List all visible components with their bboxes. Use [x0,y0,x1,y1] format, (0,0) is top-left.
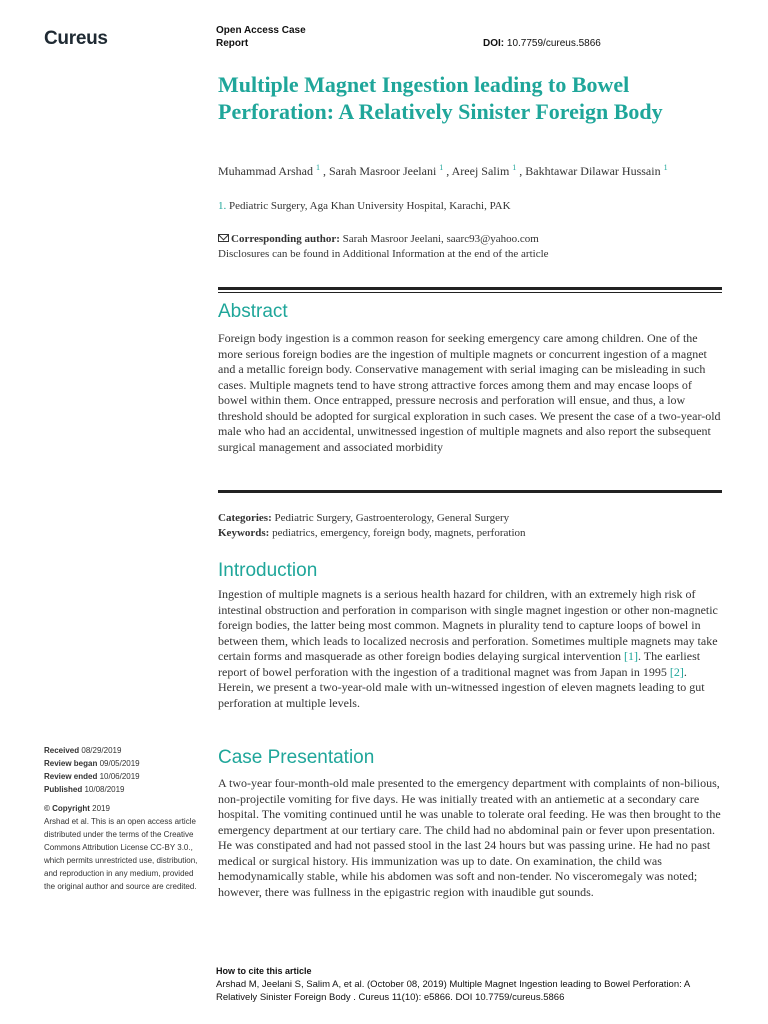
author-name[interactable]: Areej Salim [451,164,510,178]
case-presentation-heading: Case Presentation [218,747,375,768]
citation-text: Arshad M, Jeelani S, Salim A, et al. (October 08, 2019) Multiple Magnet Ingestion leading to Bowel Perforation: A Relatively Sinister Foreign Body . Cureus 11(10): e5866. DOI 10.7759/cureus.5866 [216,979,690,1003]
author-list: Muhammad Arshad $^1$ , Sarah Masroor Jeelani $^1$ , Areej Salim $^1$ , Bakhtawar Dilawar Hussain $^1$ [218,163,668,178]
envelope-icon [218,234,229,242]
author-affiliation-sup: 1 [439,163,444,172]
review-began-date: 09/05/2019 [99,759,140,768]
affiliation [218,200,511,212]
corresponding-value[interactable]: Sarah Masroor Jeelani, saarc93@yahoo.com [342,233,539,245]
license-text: Arshad et al. This is an open access article distributed under the terms of the Creative Commons Attribution License CC-BY 3.0., which permits unrestricted use, distribution, and reproduction in any medium, provided the original author and source are credited. [44,817,198,891]
article-title: Multiple Magnet Ingestion leading to Bowel Perforation: A Relatively Sinister Foreign Body [218,72,663,124]
affiliation-text: Pediatric Surgery, Aga Khan University Hospital, Karachi, PAK [229,200,511,212]
affiliation-number: 1. [218,200,227,212]
categories-value: Pediatric Surgery, Gastroenterology, General Surgery [274,512,510,524]
divider [218,490,722,493]
published-date: 10/08/2019 [84,785,125,794]
keywords-label: Keywords: [218,527,270,539]
intro-text-part: Ingestion of multiple magnets is a serious health hazard for children, with an extremely high risk of intestinal obstruction and perforation in comparison with single magnet ingestion or other non-magnetic foreign bodies, the latter being most common. Magnets in plurality tend to capture loops of bowel in between them, which leads to localized necrosis and perforation. Sometimes multiple magnets may take certain forms and masquerade as other foreign bodies delaying surgical intervention [218,587,718,663]
author-affiliation-sup: 1 [663,163,668,172]
divider [218,292,722,293]
keywords-value: pediatrics, emergency, foreign body, magnets, perforation [272,527,526,539]
copyright-year: 2019 [92,804,110,813]
review-ended-date: 10/06/2019 [99,772,140,781]
keywords [218,527,526,539]
article-history [44,744,199,893]
divider [218,287,722,290]
doi-value[interactable]: 10.7759/cureus.5866 [506,38,601,49]
author-affiliation-sup: 1 [316,163,320,172]
intro-text-part: . Herein, we present a two-year-old male with un-witnessed ingestion of eleven magnets leading to gut perforation at multiple levels. [218,664,705,710]
cureus-logo: Cureus [44,28,108,49]
abstract-heading: Abstract [218,301,288,322]
categories [218,512,509,524]
article-type: Open Access Case Report [216,25,306,49]
reference-link-1[interactable]: [1] [623,649,638,663]
introduction-text [218,587,723,711]
corresponding-label: Corresponding author: [231,233,340,245]
published-label: Published [44,785,83,794]
abstract-text: Foreign body ingestion is a common reason for seeking emergency care among children. One of the more serious foreign bodies are the ingestion of multiple magnets or concurrent ingestion of a magnet and a metallic foreign body. Conservative management with serial imaging can be misleading in such cases. Multiple magnets tend to have strong attractive forces among them and may encase loops of bowel within them. Once entrapped, pressure necrosis and perforation will ensue, and thus, a low threshold should be adopted for surgical exploration in such cases. We present the case of a two-year-old male who had an accidental, unwitnessed ingestion of multiple magnets and also report the subsequent surgical management and associated morbidity [218,331,721,454]
doi-label: DOI: [483,38,505,49]
citation-heading: How to cite this article [216,966,312,976]
received-date: 08/29/2019 [81,746,122,755]
review-ended-label: Review ended [44,772,98,781]
case-presentation-text: A two-year four-month-old male presented to the emergency department with complaints of non-bilious, non-projectile vomiting for five days. He was initially treated with an antiemetic at a secondary care hospital. The vomiting continued until he was unable to tolerate oral feeding. He was then brought to the emergency department at our tertiary care. The child had no abdominal pain or fever upon presentation. He was constipated and had not passed stool in the last 24 hours but was passing urine. He had no past medical or surgical history. His immunization was up to date. On examination, the child was hemodynamically stable, while his abdomen was soft and non-tender. No visceromegaly was noted; however, there was fullness in the epigastric region with inaudible gut sounds. [218,776,721,899]
copyright-label: © Copyright [44,804,90,813]
author-name[interactable]: Muhammad Arshad [218,164,313,178]
doi [483,38,601,49]
author-affiliation-sup: 1 [512,163,517,172]
author-name[interactable]: Bakhtawar Dilawar Hussain [525,164,661,178]
disclosures-note: Disclosures can be found in Additional Information at the end of the article [218,248,549,260]
reference-link-2[interactable]: [2] [669,664,684,679]
categories-label: Categories: [218,512,272,524]
corresponding-author [218,233,539,245]
received-label: Received [44,746,80,755]
review-began-label: Review began [44,759,98,768]
introduction-heading: Introduction [218,560,318,581]
intro-text-part: . The earliest report of bowel perforation with the ingestion of a traditional magnet was from Japan in 1995 [218,649,701,679]
author-name[interactable]: Sarah Masroor Jeelani [329,164,437,178]
